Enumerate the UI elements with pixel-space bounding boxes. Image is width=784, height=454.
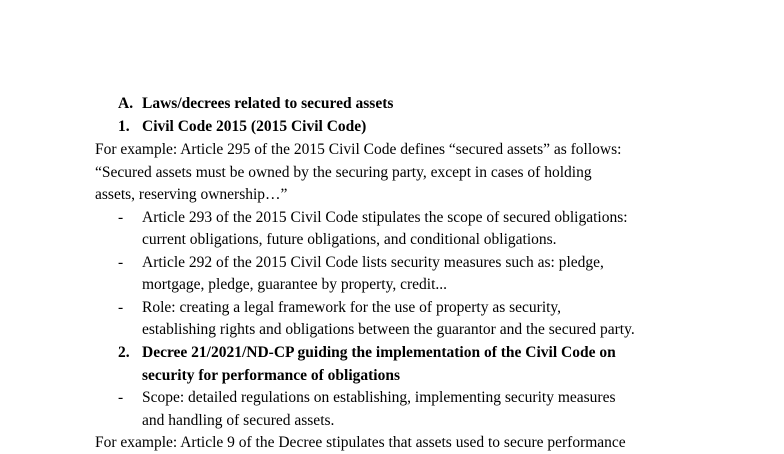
section-a-marker: A.: [118, 95, 134, 112]
example-2-line-1: For example: Article 9 of the Decree stipulates that assets used to secure performance: [95, 434, 626, 451]
bullet-1-line-2: current obligations, future obligations, and conditional obligations.: [142, 231, 557, 248]
bullet-dash: -: [118, 389, 124, 406]
example-1-line-2: “Secured assets must be owned by the securing party, except in cases of holding: [95, 164, 592, 181]
item-1-heading: Civil Code 2015 (2015 Civil Code): [142, 118, 367, 135]
bullet-dash: -: [118, 254, 124, 271]
item-1-marker: 1.: [118, 118, 130, 135]
bullet-dash: -: [118, 299, 124, 316]
example-1-line-3: assets, reserving ownership…”: [95, 186, 288, 203]
section-a-heading: Laws/decrees related to secured assets: [142, 95, 394, 112]
bullet-1-line-1: Article 293 of the 2015 Civil Code stipulates the scope of secured obligations:: [142, 209, 628, 226]
item-2-heading-line-1: Decree 21/2021/ND-CP guiding the implementation of the Civil Code on: [142, 344, 616, 361]
bullet-4-line-1: Scope: detailed regulations on establishing, implementing security measures: [142, 389, 616, 406]
bullet-2-line-1: Article 292 of the 2015 Civil Code lists security measures such as: pledge,: [142, 254, 604, 271]
bullet-dash: -: [118, 209, 124, 226]
item-2-marker: 2.: [118, 344, 130, 361]
item-2-heading-line-2: security for performance of obligations: [142, 367, 400, 384]
bullet-3-line-2: establishing rights and obligations between the guarantor and the secured party.: [142, 321, 635, 338]
bullet-3-line-1: Role: creating a legal framework for the use of property as security,: [142, 299, 562, 316]
bullet-2-line-2: mortgage, pledge, guarantee by property, credit...: [142, 276, 447, 293]
example-1-line-1: For example: Article 295 of the 2015 Civil Code defines “secured assets” as follows:: [95, 141, 622, 158]
bullet-4-line-2: and handling of secured assets.: [142, 412, 335, 429]
